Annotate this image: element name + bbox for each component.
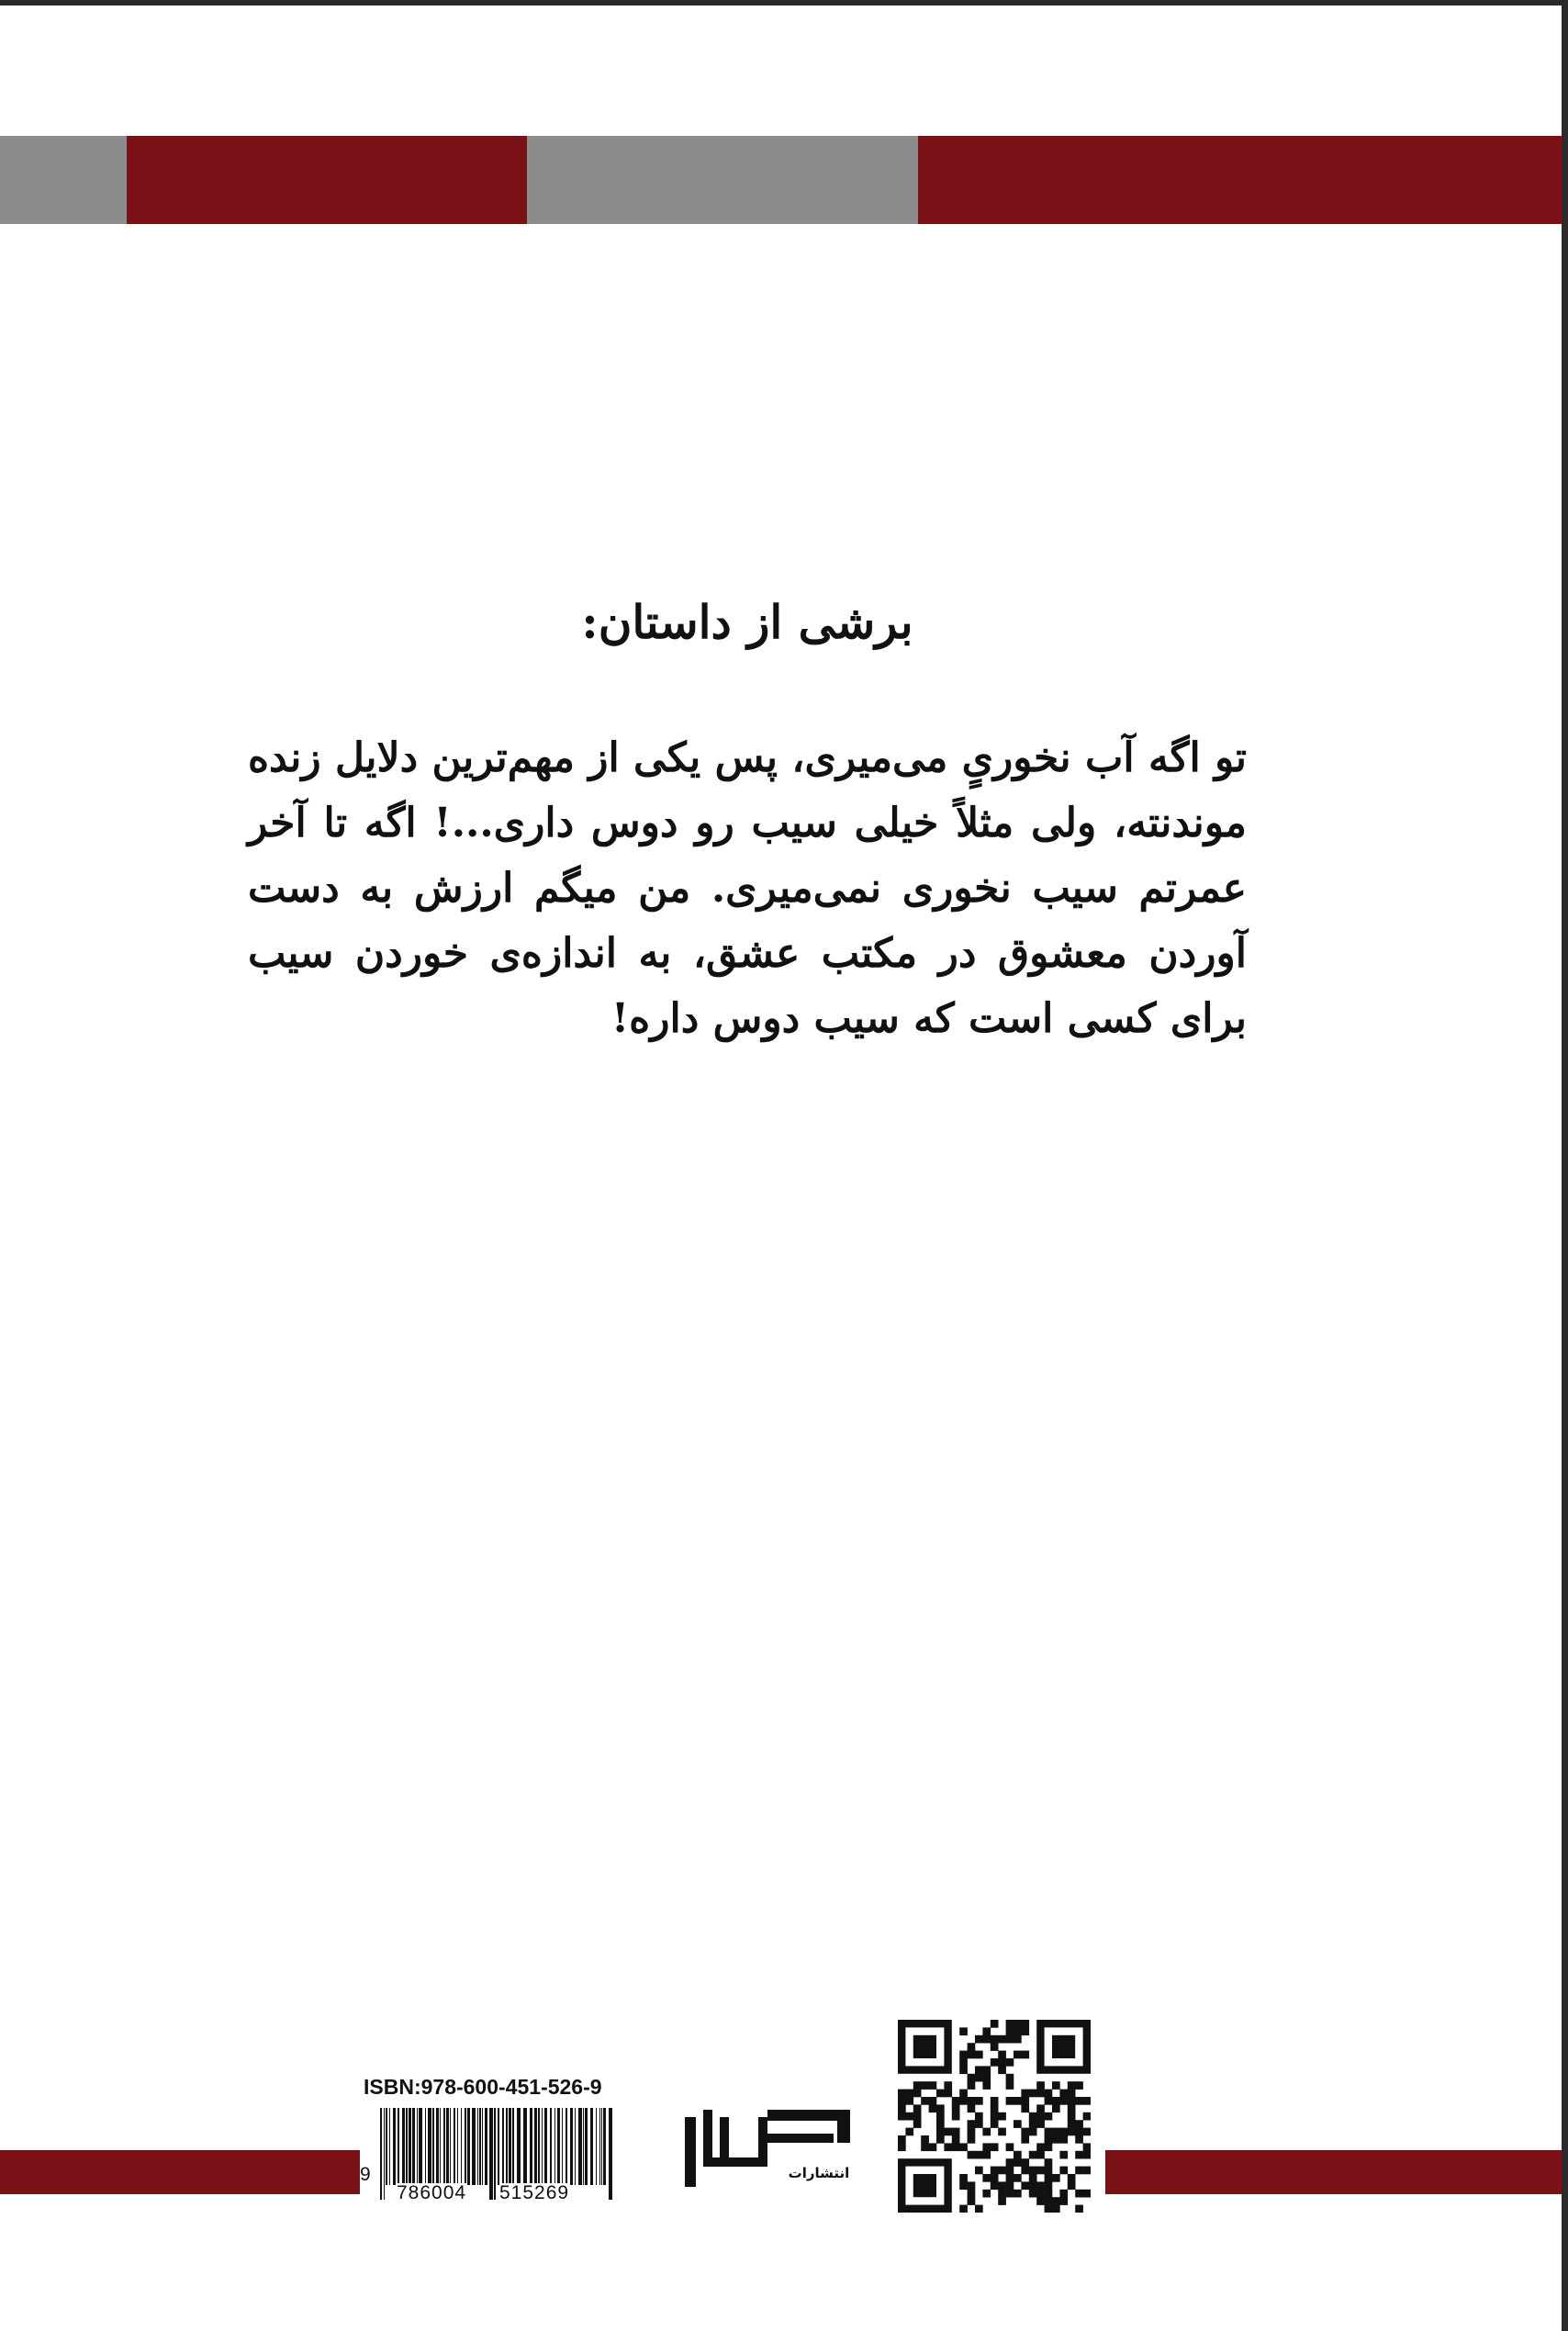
excerpt-title: برشی از داستان:: [581, 595, 913, 649]
qr-code: [898, 2020, 1091, 2213]
qr-code-icon: [898, 2020, 1091, 2213]
top-band-maroon-right: [918, 136, 1562, 224]
excerpt-body: تو اگه آب نخوریٍ می‌میری، پس یکی از مهم‌ترین دلایل زنده موندنته، ولی مثلاً خیلی سیب رو دوس داری...! اگه تا آخر عمرتم سیب نخوری نمی‌میری. من میگم ارزش به دست آوردن معشوق در مکتب عشق، به اندازه‌ی خوردن سیب برای کسی است که سیب دوس داره!: [248, 734, 1247, 1042]
barcode-digits-left: 786004: [397, 2182, 467, 2203]
top-band-gray-left: [0, 136, 127, 224]
barcode-digits-right: 515269: [499, 2182, 570, 2203]
top-band-maroon-left: [127, 136, 527, 224]
publisher-logo: [681, 2090, 865, 2191]
publisher-logo-icon: [681, 2090, 865, 2191]
bottom-band-maroon-right: [1105, 2150, 1562, 2194]
top-band-gray-mid: [527, 136, 918, 224]
top-frame-line: [0, 0, 1568, 6]
barcode: [360, 2104, 635, 2205]
isbn-label: ISBN:978-600-451-526-9: [364, 2075, 602, 2099]
bottom-band-maroon-left: [0, 2150, 360, 2194]
publisher-logo-text: انتشارات: [788, 2165, 850, 2181]
barcode-digit-lead: 9: [360, 2164, 371, 2185]
right-frame-line: [1562, 0, 1568, 2331]
